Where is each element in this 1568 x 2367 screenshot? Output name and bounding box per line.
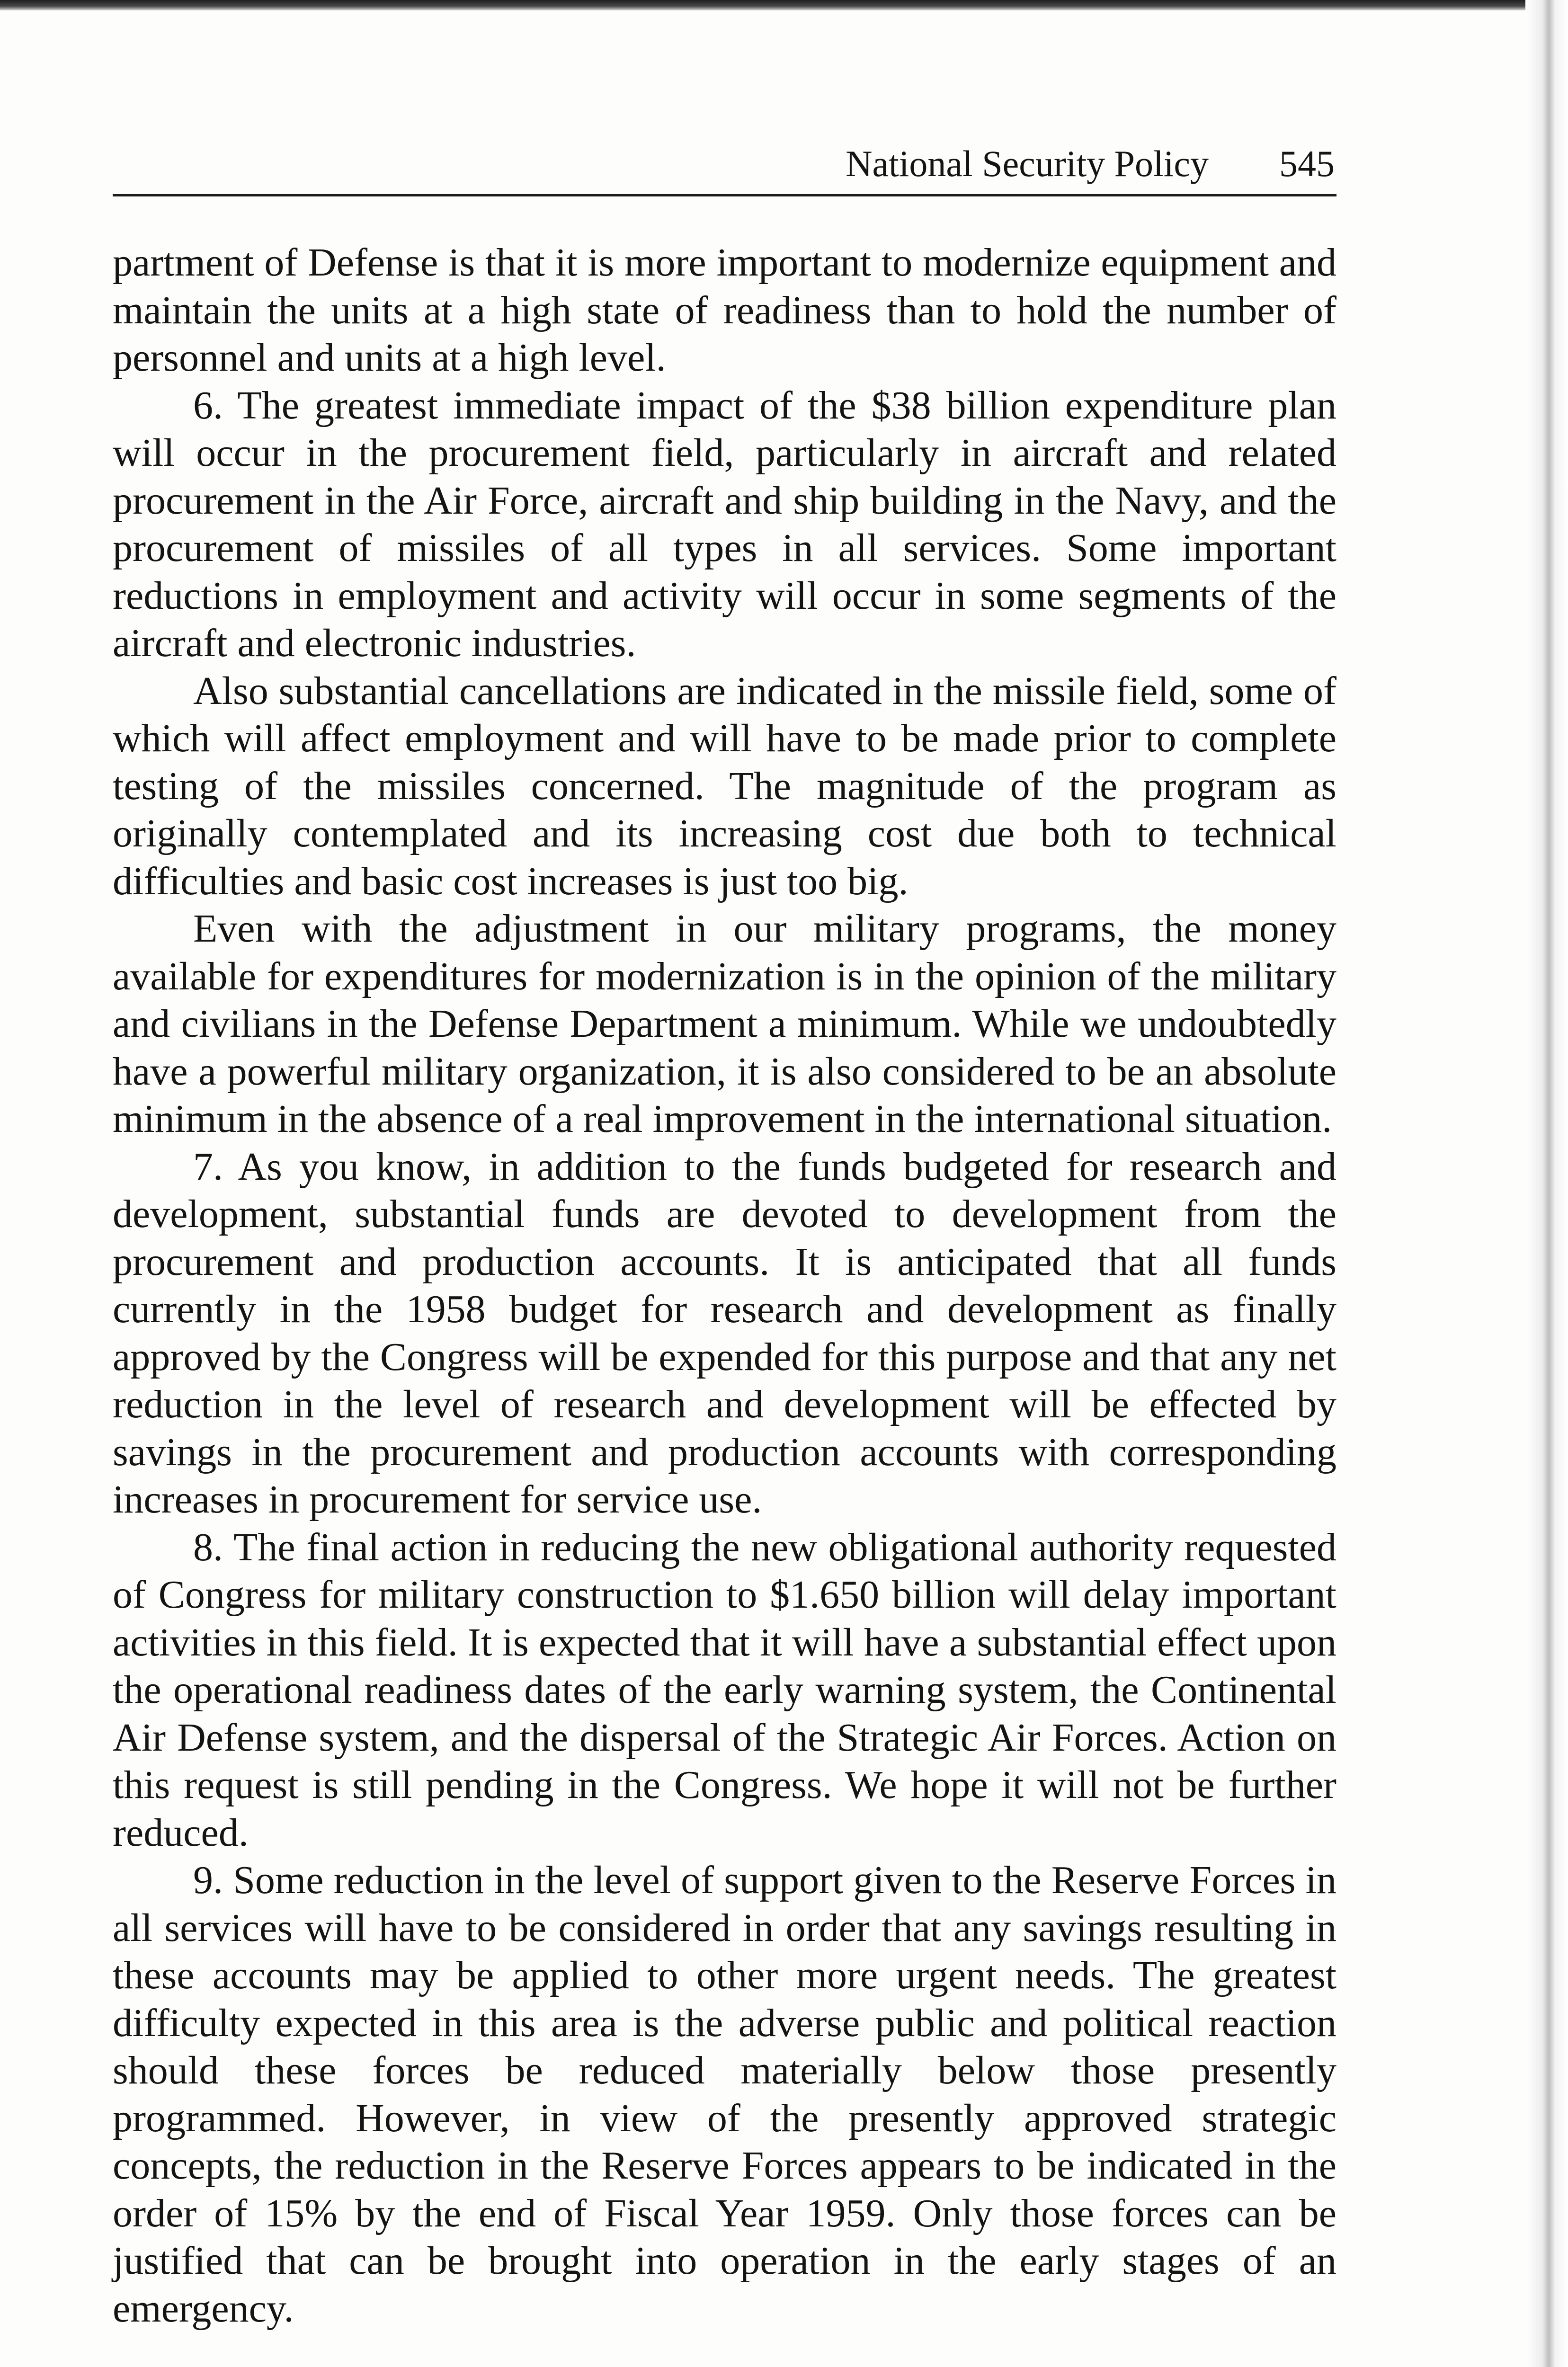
paragraph-item-6: 6. The greatest immediate impact of the $38 billion expenditure plan will occur in the procurement field, particularly in aircraft and related procurement in the Air Force, aircraft and ship building in the Navy, and the procurement of missiles of all types in all services. Some important reductions in employment and activity will occur in some segments of the aircraft and electronic industries. — [113, 383, 1336, 665]
page-top-shadow — [0, 0, 1568, 10]
running-header — [113, 137, 1336, 196]
paragraph-item-9: 9. Some reduction in the level of support given to the Reserve Forces in all services will have to be considered in order that any savings resulting in these accounts may be applied to other more urgent needs. The greatest difficulty expected in this area is the adverse public and political reaction should these forces be reduced materially below those presently programmed. However, in view of the presently approved strategic concepts, the reduction in the Reserve Forces appears to be indicated in the order of 15% by the end of Fiscal Year 1959. Only those forces can be justified that can be brought into operation in the early stages of an emergency. — [113, 1858, 1336, 2331]
running-title: National Security Policy — [846, 143, 1209, 184]
paragraph-item-8: 8. The final action in reducing the new obligational authority requested of Congress for military construction to $1.650 billion will delay important activities in this field. It is expected that it will have a substantial effect upon the operational readiness dates of the early warning system, the Continental Air Defense system, and the dispersal of the Strategic Air Forces. Action on this request is still pending in the Congress. We hope it will not be further reduced. — [113, 1525, 1336, 1855]
paragraph-item-7: 7. As you know, in addition to the funds budgeted for research and development, substantial funds are devoted to development from the procurement and production accounts. It is anticipated that all funds currently in the 1958 budget for research and development as finally approved by the Congress will be expended for this purpose and that any net reduction in the level of research and development will be effected by savings in the procurement and production accounts with corresponding increases in procurement for service use. — [113, 1144, 1336, 1522]
paragraph-modernization: Even with the adjustment in our military programs, the money available for expenditures for modernization is in the opinion of the military and civilians in the Defense Department a minimum. While we undoubtedly have a powerful military organization, it is also considered to be an absolute minimum in the absence of a real improvement in the international situation. — [113, 907, 1336, 1141]
page-number: 545 — [1279, 143, 1335, 184]
paragraph-missile-cancellations: Also substantial cancellations are indicated in the missile field, some of which will affect employment and will have to be made prior to complete testing of the missiles concerned. The magnitude of the program as originally contemplated and its increasing cost due both to technical difficulties and basic cost increases is just too big. — [113, 668, 1336, 903]
paragraph-continuation: partment of Defense is that it is more important to modernize equipment and maintain the units at a high state of readiness than to hold the number of personnel and units at a high level. — [113, 240, 1336, 380]
book-spine-edge — [1525, 0, 1568, 2367]
body-text — [113, 239, 1336, 2332]
